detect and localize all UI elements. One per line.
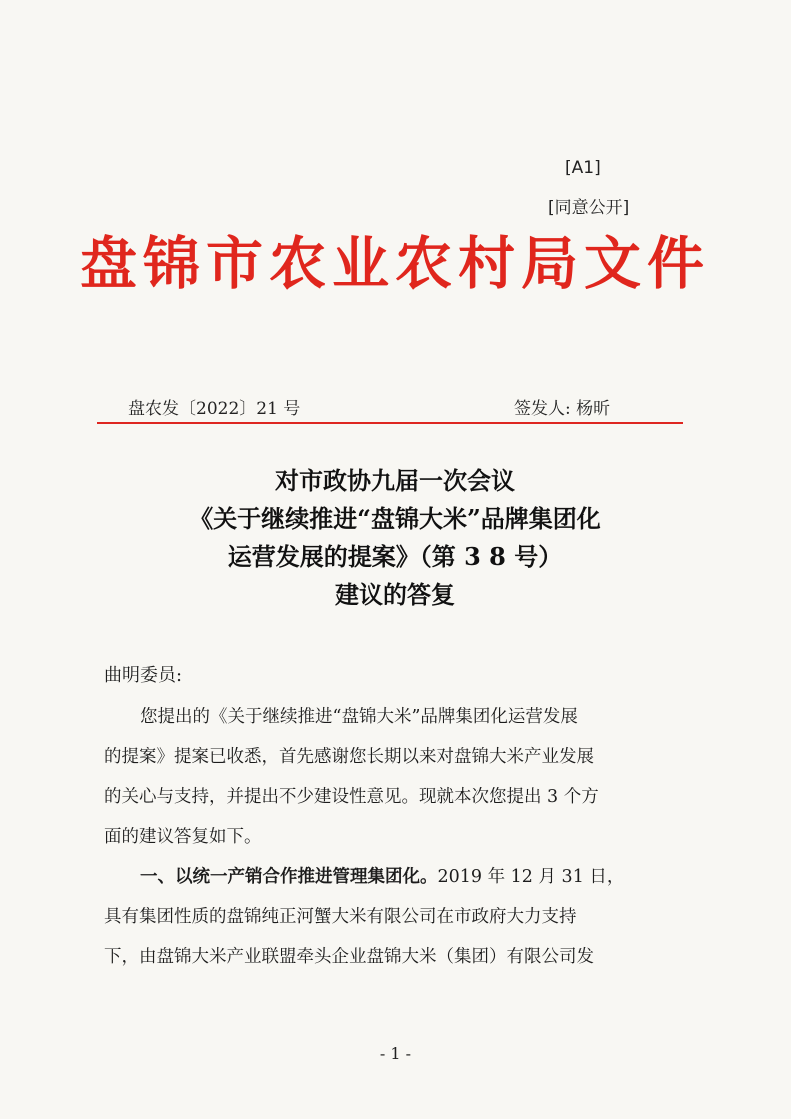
disclosure-label: [同意公开] [548,198,630,218]
reply-title [90,462,700,614]
body-line-4: 面的建议答复如下。 [104,827,262,847]
title-line-3: 运营发展的提案》（第 3 8 号） [227,542,563,571]
body-line-3: 的关心与支持，并提出不少建设性意见。现就本次您提出 3 个方 [104,787,599,807]
agency-masthead: 盘锦市农业农村局文件 [80,231,710,297]
title-line-4: 建议的答复 [335,580,455,609]
page-number: - 1 - [379,1044,412,1063]
letter-body [104,697,688,977]
title-line-1: 对市政协九届一次会议 [275,466,515,495]
document-number: 盘农发〔2022〕21 号 [128,399,301,419]
body-line-6: 具有集团性质的盘锦纯正河蟹大米有限公司在市政府大力支持 [104,907,577,927]
body-line-5 [104,857,688,897]
body-line-2: 的提案》提案已收悉，首先感谢您长期以来对盘锦大米产业发展 [104,747,594,767]
section-heading: 一、以统一产销合作推进管理集团化。 [140,867,438,887]
body-line-7: 下，由盘锦大米产业联盟牵头企业盘锦大米（集团）有限公司发 [104,947,594,967]
signer-label: 签发人: 杨昕 [514,399,611,419]
document-code: [A1] [565,158,601,178]
red-separator-line [97,422,683,424]
salutation: 曲明委员: [104,665,183,686]
section-lead-text: 2019 年 12 月 31 日， [437,867,625,887]
title-line-2: 《关于继续推进“盘锦大米”品牌集团化 [189,504,601,533]
body-line-1: 您提出的《关于继续推进“盘锦大米”品牌集团化运营发展 [140,707,578,727]
